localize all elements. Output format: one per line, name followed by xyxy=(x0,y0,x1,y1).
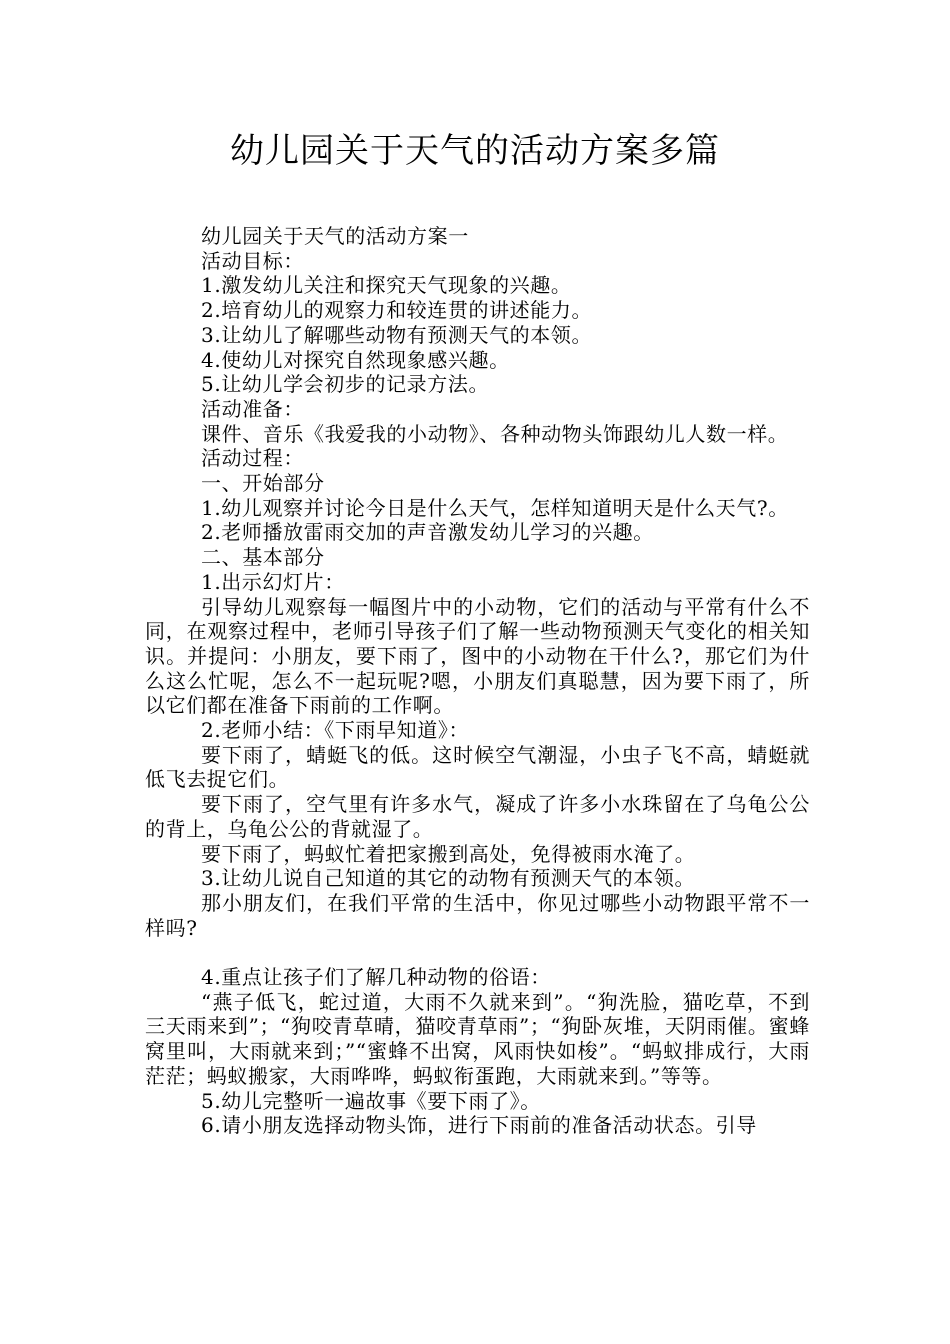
goal-item: 5.让幼儿学会初步的记录方法。 xyxy=(201,372,490,397)
part-heading: 一、开始部分 xyxy=(201,471,325,496)
preparation-text: 课件、音乐《我爱我的小动物》、各种动物头饰跟幼儿人数一样。 xyxy=(201,421,789,446)
process-step: 2.老师播放雷雨交加的声音激发幼儿学习的兴趣。 xyxy=(201,520,654,545)
body-paragraph: 要下雨了，蜻蜓飞的低。这时候空气潮湿，小虫子飞不高，蜻蜓就低飞去捉它们。 xyxy=(145,742,810,792)
document-body xyxy=(145,224,810,1138)
goal-item: 3.让幼儿了解哪些动物有预测天气的本领。 xyxy=(201,322,593,347)
process-step: 2.老师小结：《下雨早知道》： xyxy=(201,718,470,743)
subheading-goals: 活动目标： xyxy=(201,248,304,273)
process-step: 5.幼儿完整听一遍故事《要下雨了》。 xyxy=(201,1088,541,1113)
document-title: 幼儿园关于天气的活动方案多篇 xyxy=(230,131,720,171)
body-paragraph: 要下雨了，空气里有许多水气，凝成了许多小水珠留在了乌龟公公的背上，乌龟公公的背就湿了。 xyxy=(145,792,810,841)
body-paragraph: 要下雨了，蚂蚁忙着把家搬到高处，免得被雨水淹了。 xyxy=(201,841,696,866)
goal-item: 2.培育幼儿的观察力和较连贯的讲述能力。 xyxy=(201,298,593,323)
part-heading: 二、基本部分 xyxy=(201,545,325,570)
goal-item: 4.使幼儿对探究自然现象感兴趣。 xyxy=(201,347,510,372)
process-step: 1.出示幻灯片： xyxy=(201,569,345,594)
body-paragraph: 引导幼儿观察每一幅图片中的小动物，它们的活动与平常有什么不同，在观察过程中，老师引导孩子们了解一些动物预测天气变化的相关知识。并提问：小朋友，要下雨了，图中的小动物在干什么?，那它们为什么这么忙呢，怎么不一起玩呢?嗯，小朋友们真聪慧，因为要下雨了，所以它们都在准备下雨前的工作啊。 xyxy=(145,594,810,718)
goal-item: 1.激发幼儿关注和探究天气现象的兴趣。 xyxy=(201,273,572,298)
section-heading: 幼儿园关于天气的活动方案一 xyxy=(201,224,469,248)
process-step: 6.请小朋友选择动物头饰，进行下雨前的准备活动状态。引导 xyxy=(201,1113,757,1138)
process-step: 3.让幼儿说自己知道的其它的动物有预测天气的本领。 xyxy=(201,866,696,891)
process-step: 4.重点让孩子们了解几种动物的俗语： xyxy=(201,965,551,990)
subheading-preparation: 活动准备： xyxy=(201,396,304,421)
subheading-process: 活动过程： xyxy=(201,446,304,471)
proverbs-paragraph: “燕子低飞，蛇过道，大雨不久就来到”。“狗洗脸，猫吃草，不到三天雨来到”；“狗咬青草晴，猫咬青草雨”；“狗卧灰堆，天阴雨催。蜜蜂窝里叫，大雨就来到；”“蜜蜂不出窝，风雨快如梭”。“蚂蚁排成行，大雨茫茫；蚂蚁搬家，大雨哗哗，蚂蚁衔蛋跑，大雨就来到。”等等。 xyxy=(145,989,810,1088)
process-step: 1.幼儿观察并讨论今日是什么天气，怎样知道明天是什么天气?。 xyxy=(201,495,789,520)
body-paragraph: 那小朋友们，在我们平常的生活中，你见过哪些小动物跟平常不一样吗? xyxy=(145,890,810,940)
blank-line xyxy=(145,940,810,965)
